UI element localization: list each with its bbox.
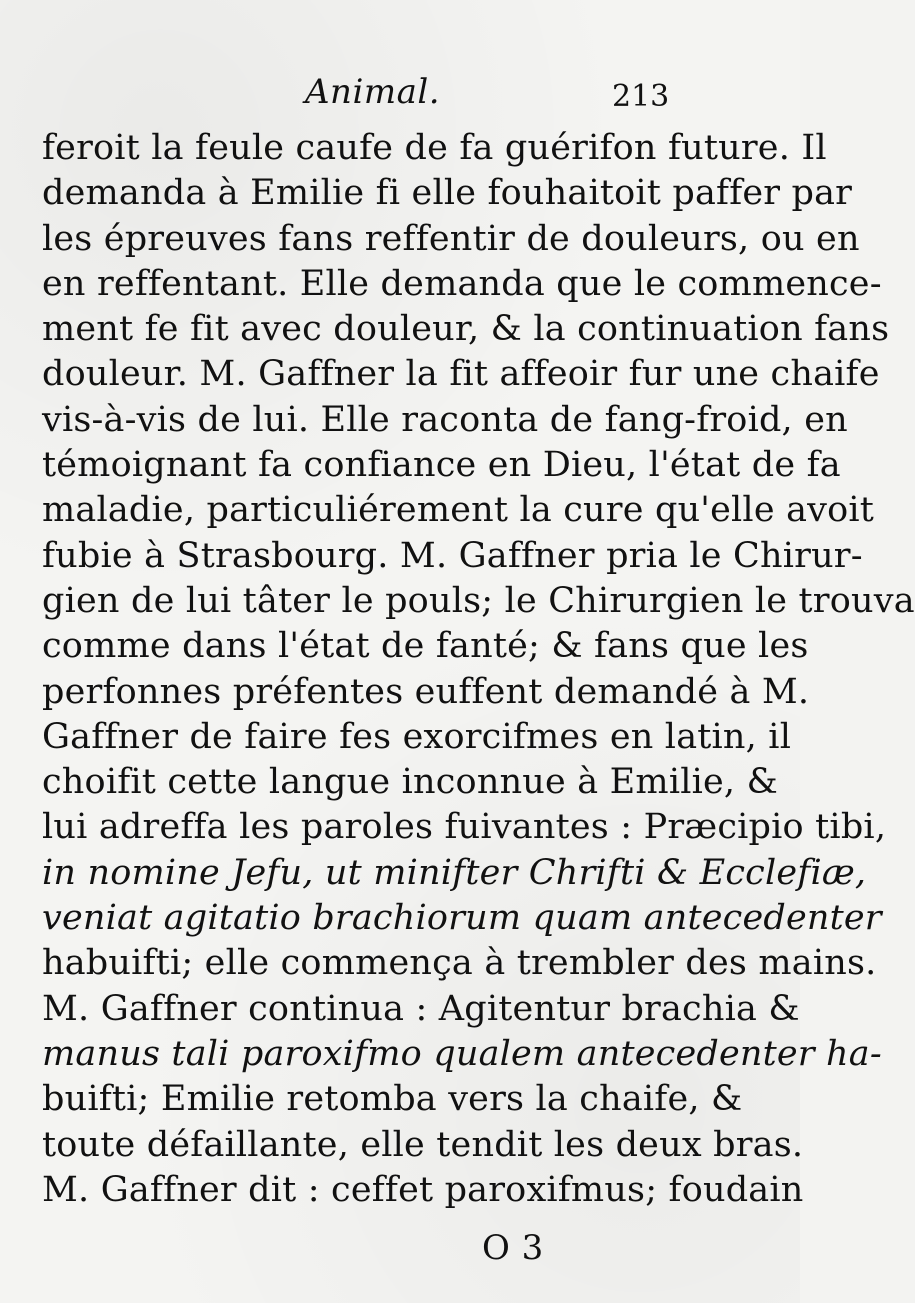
text-line-20: M. Gaffner continua : Agitentur brachia & [42,988,800,1029]
text-line-10: fubie à Strasbourg. M. Gaffner pria le Chirur- [42,535,863,576]
text-line-14: Gaffner de faire fes exorcifmes en latin, il [42,716,792,757]
text-line-11: gien de lui tâter le pouls; le Chirurgien le trouva [42,580,915,621]
text-line-17: in nomine Jefu, ut minifter Chrifti & Ecclefiæ, [42,852,867,893]
body-text [42,126,915,1213]
text-line-8: témoignant fa confiance en Dieu, l'état de fa [42,445,841,486]
text-line-9: maladie, particuliérement la cure qu'elle avoit [42,490,875,531]
text-line-13: perfonnes préfentes euffent demandé à M. [42,671,810,712]
text-line-15: choifit cette langue inconnue à Emilie, & [42,762,778,803]
text-line-7: vis-à-vis de lui. Elle raconta de fang-froid, en [42,399,848,440]
text-line-22: buifti; Emilie retomba vers la chaife, & [42,1079,743,1120]
text-line-21: manus tali paroxifmo qualem antecedenter ha- [42,1033,882,1074]
text-line-12: comme dans l'état de fanté; & fans que les [42,626,809,667]
text-line-24: M. Gaffner dit : ceffet paroxifmus; foudain [42,1169,804,1210]
text-line-1: feroit la feule caufe de fa guérifon future. Il [42,128,827,168]
running-head: Animal. [305,72,441,112]
text-line-3: les épreuves fans reffentir de douleurs, ou en [42,218,860,259]
page-number: 213 [612,79,670,114]
signature-mark: O 3 [482,1228,544,1268]
text-line-19: habuifti; elle commença à trembler des mains. [42,943,877,984]
text-line-4: en reffentant. Elle demanda que le commence- [42,263,882,304]
text-line-16: lui adreffa les paroles fuivantes : Præcipio tibi, [42,807,887,848]
text-line-23: toute défaillante, elle tendit les deux bras. [42,1124,804,1165]
text-line-6: douleur. M. Gaffner la fit affeoir fur une chaife [42,354,880,395]
text-line-18: veniat agitatio brachiorum quam antecedenter [42,898,882,939]
text-line-5: ment fe fit avec douleur, & la continuation fans [42,309,890,350]
text-line-2: demanda à Emilie fi elle fouhaitoit paffer par [42,173,853,214]
